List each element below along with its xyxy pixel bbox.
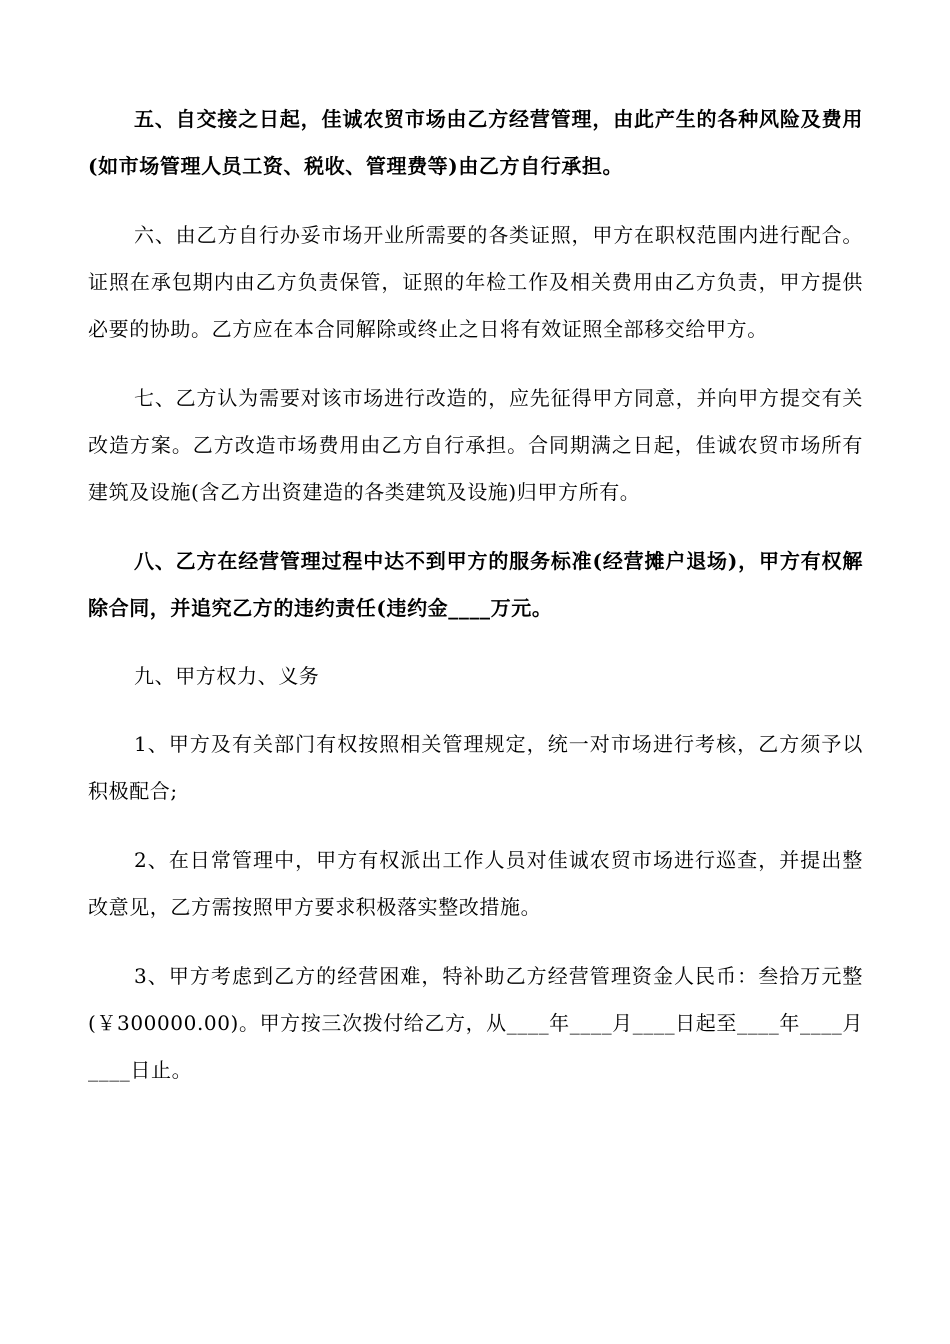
clause-9-item-1: 1、甲方及有关部门有权按照相关管理规定，统一对市场进行考核，乙方须予以积极配合; [88, 732, 863, 803]
clause-9-item-3: 3、甲方考虑到乙方的经营困难，特补助乙方经营管理资金人民币：叁拾万元整(￥300000.00)。甲方按三次拨付给乙方，从____年____月____日起至____年____月____日止。 [88, 964, 863, 1082]
clause-6-paragraph: 六、由乙方自行办妥市场开业所需要的各类证照，甲方在职权范围内进行配合。证照在承包期内由乙方负责保管，证照的年检工作及相关费用由乙方负责，甲方提供必要的协助。乙方应在本合同解除或终止之日将有效证照全部移交给甲方。 [88, 223, 863, 341]
clause-9-heading: 九、甲方权力、义务 [134, 664, 320, 688]
clause-7-paragraph: 七、乙方认为需要对该市场进行改造的，应先征得甲方同意，并向甲方提交有关改造方案。乙方改造市场费用由乙方自行承担。合同期满之日起，佳诚农贸市场所有建筑及设施(含乙方出资建造的各类建筑及设施)归甲方所有。 [88, 386, 863, 504]
clause-5-paragraph: 五、自交接之日起，佳诚农贸市场由乙方经营管理，由此产生的各种风险及费用(如市场管理人员工资、税收、管理费等)由乙方自行承担。 [88, 107, 863, 178]
document-body [88, 96, 863, 1094]
clause-9-item-2: 2、在日常管理中，甲方有权派出工作人员对佳诚农贸市场进行巡查，并提出整改意见，乙方需按照甲方要求积极落实整改措施。 [88, 848, 863, 919]
clause-8-paragraph: 八、乙方在经营管理过程中达不到甲方的服务标准(经营摊户退场)，甲方有权解除合同，并追究乙方的违约责任(违约金____万元。 [88, 549, 863, 620]
